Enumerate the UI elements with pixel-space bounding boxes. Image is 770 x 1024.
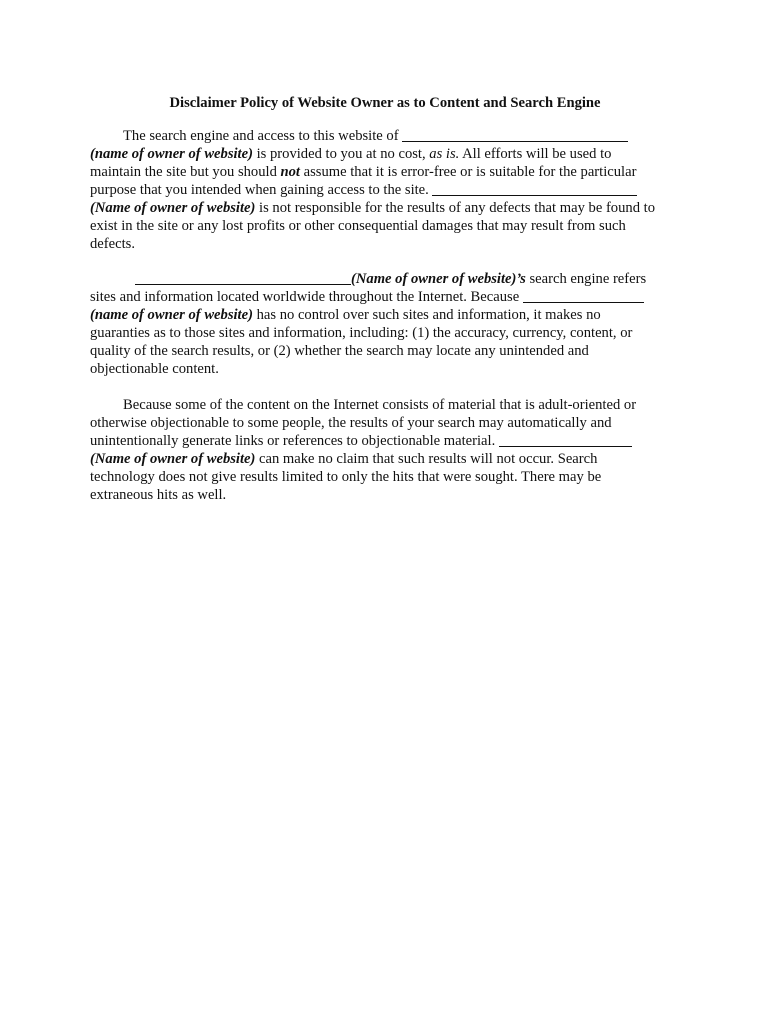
text-run: purpose that you intended when gaining access to the site. xyxy=(90,182,433,198)
owner-name-placeholder: (name of owner of website) xyxy=(90,146,253,162)
owner-name-placeholder: (Name of owner of website)’s xyxy=(351,271,526,287)
text-run: is provided to you at no cost, xyxy=(252,146,430,162)
paragraph-objectionable-content-disclaimer xyxy=(90,396,690,504)
text-run: assume that it is error-free or is suitable for the particular xyxy=(299,164,637,180)
document-title: Disclaimer Policy of Website Owner as to Content and Search Engine xyxy=(169,95,601,111)
paragraph-line xyxy=(90,199,690,217)
text-run: maintain the site but you should xyxy=(90,164,281,180)
fill-in-blank xyxy=(523,288,644,303)
paragraph-line xyxy=(90,127,690,145)
owner-name-placeholder: (name of owner of website) xyxy=(90,307,253,323)
paragraph-line: technology does not give results limited to only the hits that were sought. There may be xyxy=(90,469,602,485)
paragraph-line: quality of the search results, or (2) whether the search may locate any unintended and xyxy=(90,343,589,359)
paragraph-line xyxy=(90,270,690,288)
paragraph-line: Because some of the content on the Internet consists of material that is adult-oriented or xyxy=(123,397,637,413)
fill-in-blank xyxy=(135,270,351,285)
fill-in-blank xyxy=(499,432,632,447)
text-run: The search engine and access to this website of xyxy=(123,128,403,144)
fill-in-blank xyxy=(402,127,628,142)
fill-in-blank xyxy=(432,181,637,196)
paragraph-service-disclaimer xyxy=(90,127,690,253)
text-run: All efforts will be used to xyxy=(459,146,612,162)
paragraph-line: guaranties as to those sites and information, including: (1) the accuracy, currency, content, or xyxy=(90,325,633,341)
paragraph-line xyxy=(90,306,690,324)
paragraph-line: objectionable content. xyxy=(90,361,219,377)
paragraph-line xyxy=(90,450,690,468)
emphasis-text: not xyxy=(280,164,300,180)
text-run: search engine refers xyxy=(525,271,647,287)
owner-name-placeholder: (Name of owner of website) xyxy=(90,451,256,467)
paragraph-line: extraneous hits as well. xyxy=(90,487,227,503)
text-run: has no control over such sites and information, it makes no xyxy=(252,307,601,323)
paragraph-line: exist in the site or any lost profits or other consequential damages that may result from such xyxy=(90,218,626,234)
paragraph-line xyxy=(90,181,690,199)
text-run: unintentionally generate links or references to objectionable material. xyxy=(90,433,499,449)
paragraph-line xyxy=(90,163,690,181)
paragraph-line xyxy=(90,288,690,306)
text-run: sites and information located worldwide throughout the Internet. Because xyxy=(90,289,523,305)
owner-name-placeholder: (Name of owner of website) xyxy=(90,200,256,216)
paragraph-line xyxy=(90,432,690,450)
text-run: is not responsible for the results of any defects that may be found to xyxy=(255,200,655,216)
paragraph-search-results-disclaimer xyxy=(90,270,690,378)
emphasis-text: as is. xyxy=(429,146,460,162)
text-run: can make no claim that such results will not occur. Search xyxy=(255,451,598,467)
paragraph-line xyxy=(90,145,690,163)
paragraph-line: defects. xyxy=(90,236,135,252)
paragraph-line: otherwise objectionable to some people, the results of your search may automatically and xyxy=(90,415,612,431)
